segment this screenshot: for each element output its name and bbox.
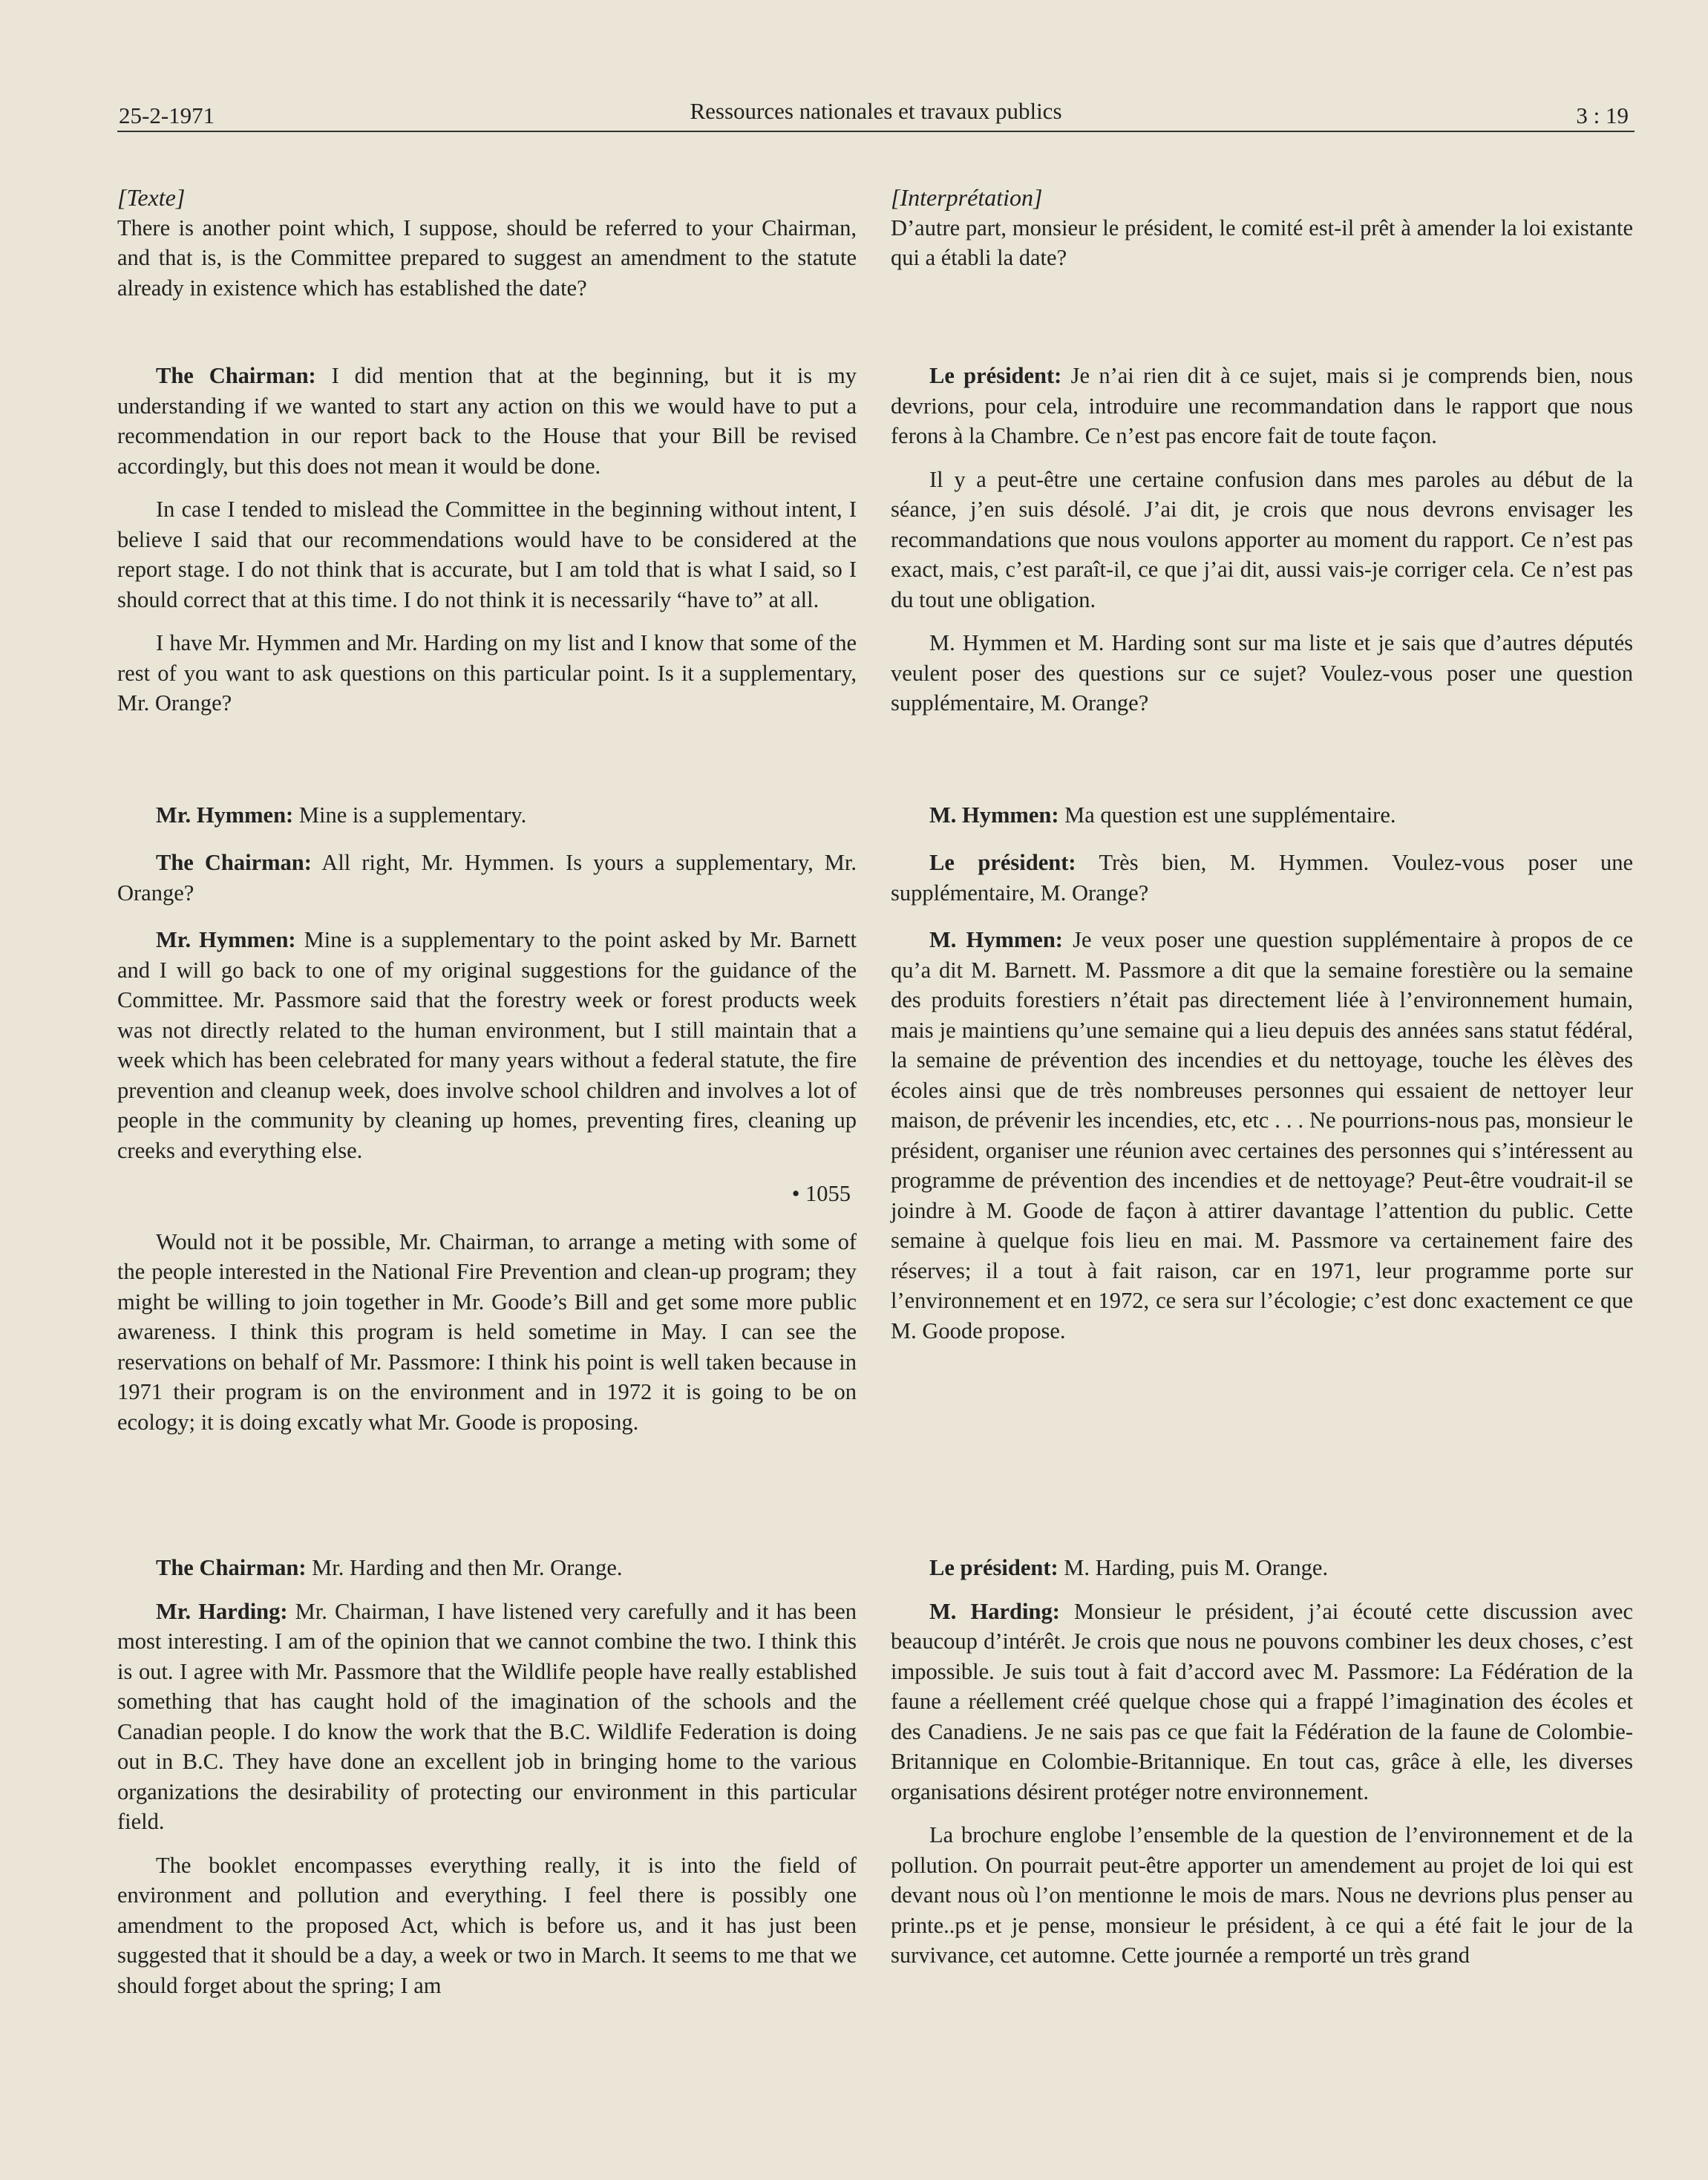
paragraph-text: Il y a peut-être une certaine confusion dans mes paroles au début de la séance, j’en suis désolé. J’ai dit, je crois que nous devrons envisager les recommandations que nous voulons apporter au moment du rapport. Ce n’est pas exact, mais, c’est paraît-il, ce que j’ai dit, aussi vais-je corriger cela. Ce n’est pas du tout une obligation. bbox=[891, 466, 1633, 612]
paragraph bbox=[891, 925, 1633, 1346]
speaker-name: Mr. Hymmen: bbox=[156, 802, 294, 828]
paragraph-text: Mine is a supplementary to the point asked by Mr. Barnett and I will go back to one of my original suggestions for the guidance of the Committee. Mr. Passmore said that the forestry week or forest products week was not directly related to the human environment, but I still maintain that a week which has been celebrated for many years without a federal statute, the fire prevention and cleanup week, does involve school children and involves a lot of people in the community by cleaning up homes, preventing fires, cleaning up creeks and everything else. bbox=[117, 927, 857, 1163]
text-label: [Texte] bbox=[117, 184, 186, 211]
header-date: 25-2-1971 bbox=[119, 102, 215, 128]
paragraph bbox=[891, 1597, 1633, 1807]
speaker-name: Mr. Harding: bbox=[156, 1598, 288, 1624]
paragraph-text: The booklet encompasses everything really, it is into the field of environment and pollution and everything. I feel there is possibly one amendment to the proposed Act, which is before us, and it has just been suggested that it should be a day, a week or two in March. It seems to me that we should forget about the spring; I am bbox=[117, 1852, 857, 1998]
paragraph bbox=[891, 361, 1633, 451]
paragraph-text: Très bien, M. Hymmen. Voulez-vous poser une supplémentaire, M. Orange? bbox=[891, 850, 1633, 906]
paragraph-text: Would not it be possible, Mr. Chairman, to arrange a meting with some of the people interested in the National Fire Prevention and clean-up program; they might be willing to join together in Mr. Goode’s Bill and get some more public awareness. I think this program is held sometime in May. I can see the reservations on behalf of Mr. Passmore: I think his point is well taken because in 1971 their program is on the environment and in 1972 it is going to be on ecology; it is doing excatly what Mr. Goode is proposing. bbox=[117, 1228, 857, 1435]
right-section-7 bbox=[891, 1553, 1633, 1984]
paragraph bbox=[117, 800, 857, 831]
right-section-5 bbox=[891, 925, 1633, 1359]
paragraph bbox=[891, 800, 1633, 831]
paragraph bbox=[891, 628, 1633, 719]
left-section-5 bbox=[117, 925, 857, 1450]
paragraph-text: Ma question est une supplémentaire. bbox=[1058, 802, 1396, 828]
left-section-7 bbox=[117, 1553, 857, 2014]
right-section-3 bbox=[891, 800, 1633, 844]
paragraph bbox=[117, 213, 857, 304]
paragraph-text: D’autre part, monsieur le président, le comité est-il prêt à amender la loi existante qui a établi la date? bbox=[891, 215, 1633, 270]
paragraph bbox=[117, 494, 857, 615]
speaker-name: M. Hymmen: bbox=[929, 927, 1063, 952]
speaker-name: M. Harding: bbox=[929, 1598, 1060, 1624]
paragraph-text: Mr. Harding and then Mr. Orange. bbox=[306, 1555, 623, 1580]
paragraph-text: Je n’ai rien dit à ce sujet, mais si je comprends bien, nous devrions, pour cela, introduire une recommandation dans le rapport que nous ferons à la Chambre. Ce n’est pas encore fait de toute façon. bbox=[891, 363, 1633, 448]
paragraph bbox=[891, 1553, 1633, 1583]
paragraph bbox=[117, 1597, 857, 1837]
paragraph bbox=[891, 213, 1633, 273]
paragraph-text: In case I tended to mislead the Committee in the beginning without intent, I believe I said that our recommendations would have to be considered at the report stage. I do not think that is accurate, but I am told that is what I said, so I should correct that at this time. I do not think it is necessarily “have to” at all. bbox=[117, 497, 857, 612]
page-header bbox=[117, 95, 1635, 132]
paragraph bbox=[891, 1820, 1633, 1971]
paragraph-text: Mine is a supplementary. bbox=[293, 802, 527, 828]
paragraph-text: I did mention that at the beginning, but it is my understanding if we wanted to start any action on this we would have to put a recommendation in our report back to the House that your Bill be revised accordingly, but this does not mean it would be done. bbox=[117, 363, 857, 479]
paragraph bbox=[117, 628, 857, 719]
paragraph bbox=[117, 1553, 857, 1583]
paragraph-text: Je veux poser une question supplémentaire à propos de ce qu’a dit M. Barnett. M. Passmore a dit que la semaine forestière ou la semaine des produits forestiers n’était pas directement liée à l’environnement humain, mais je maintiens qu’une semaine qui a lieu depuis des années sans statut fédéral, la semaine de prévention des incendies et du nettoyage, touche les élèves des écoles ainsi que de très nombreuses personnes qui essaient de nettoyer leur maison, de prévenir les incendies, etc, etc . . . Ne pourrions-nous pas, monsieur le président, organiser une réunion avec certaines des personnes qui s’intéressent au programme de prévention des incendies et de nettoyage? Peut-être voudrait-il se joindre à M. Goode de façon à attirer davantage l’attention du public. Cette semaine à quelque fois lieu en mai. M. Passmore va certainement faire des réserves; il a tout à fait raison, car en 1971, leur programme porte sur l’environnement et en 1972, ce sera sur l’écologie; c’est donc exactement ce que M. Goode propose. bbox=[891, 927, 1633, 1343]
right-section-1 bbox=[891, 183, 1633, 287]
interpretation-label: [Interprétation] bbox=[891, 184, 1043, 211]
header-title: Ressources nationales et travaux publics bbox=[690, 98, 1062, 124]
speaker-name: M. Hymmen: bbox=[929, 802, 1059, 828]
paragraph bbox=[117, 848, 857, 908]
right-section-4 bbox=[891, 848, 1633, 921]
left-section-1 bbox=[117, 183, 857, 316]
time-marker: • 1055 bbox=[791, 1181, 851, 1206]
header-page-number: 3 : 19 bbox=[1576, 102, 1629, 128]
paragraph-text: La brochure englobe l’ensemble de la question de l’environnement et de la pollution. On pourrait peut-être apporter un amendement au projet de loi qui est devant nous où l’on mentionne le mois de mars. Nous ne devrions plus penser au printe..ps et je pense, monsieur le président, à ce qui a été fait le jour de la survivance, cet automne. Cette journée a remporté un très grand bbox=[891, 1822, 1633, 1968]
speaker-name: Le président: bbox=[929, 850, 1076, 875]
speaker-name: Le président: bbox=[929, 1555, 1058, 1580]
paragraph-text: All right, Mr. Hymmen. Is yours a supplementary, Mr. Orange? bbox=[117, 850, 857, 906]
paragraph bbox=[891, 848, 1633, 908]
paragraph-text: M. Harding, puis M. Orange. bbox=[1058, 1555, 1329, 1580]
paragraph-text: M. Hymmen et M. Harding sont sur ma liste et je sais que d’autres députés veulent poser des questions sur ce sujet? Voulez-vous poser une question supplémentaire, M. Orange? bbox=[891, 630, 1633, 716]
paragraph bbox=[117, 1850, 857, 2001]
paragraph bbox=[891, 465, 1633, 615]
paragraph-text: Monsieur le président, j’ai écouté cette discussion avec beaucoup d’intérêt. Je crois que nous ne pouvons combiner les deux choses, c’est impossible. Je suis tout à fait d’accord avec M. Passmore: La Fédération de la faune a réellement créé quelque chose qui a frappé l’imagination des écoles et des Canadiens. Je ne sais pas ce que fait la Fédération de la faune de Colombie-Britannique en Colombie-Britannique. En tout cas, grâce à elle, les diverses organisations désirent protéger notre environnement. bbox=[891, 1598, 1634, 1804]
paragraph-text: I have Mr. Hymmen and Mr. Harding on my list and I know that some of the rest of you want to ask questions on this particular point. Is it a supplementary, Mr. Orange? bbox=[117, 630, 857, 716]
right-section-2 bbox=[891, 361, 1633, 732]
left-section-3 bbox=[117, 800, 857, 844]
speaker-name: Le président: bbox=[929, 363, 1062, 388]
paragraph bbox=[117, 1227, 857, 1438]
paragraph-text: There is another point which, I suppose, should be referred to your Chairman, and that is, is the Committee prepared to suggest an amendment to the statute already in existence which has established the date? bbox=[117, 215, 857, 301]
left-section-4 bbox=[117, 848, 857, 921]
paragraph bbox=[117, 925, 857, 1165]
speaker-name: The Chairman: bbox=[156, 850, 312, 875]
paragraph bbox=[117, 361, 857, 481]
speaker-name: The Chairman: bbox=[156, 1555, 307, 1580]
speaker-name: Mr. Hymmen: bbox=[156, 927, 296, 952]
speaker-name: The Chairman: bbox=[156, 363, 316, 388]
left-section-2 bbox=[117, 361, 857, 732]
paragraph-text: Mr. Chairman, I have listened very carefully and it has been most interesting. I am of the opinion that we cannot combine the two. I think this is out. I agree with Mr. Passmore that the Wildlife people have really established something that has caught hold of the imagination of the schools and the Canadian people. I do know the work that the B.C. Wildlife Federation is doing out in B.C. They have done an excellent job in bringing home to the various organizations the desirability of protecting our environment in this particular field. bbox=[117, 1598, 857, 1834]
